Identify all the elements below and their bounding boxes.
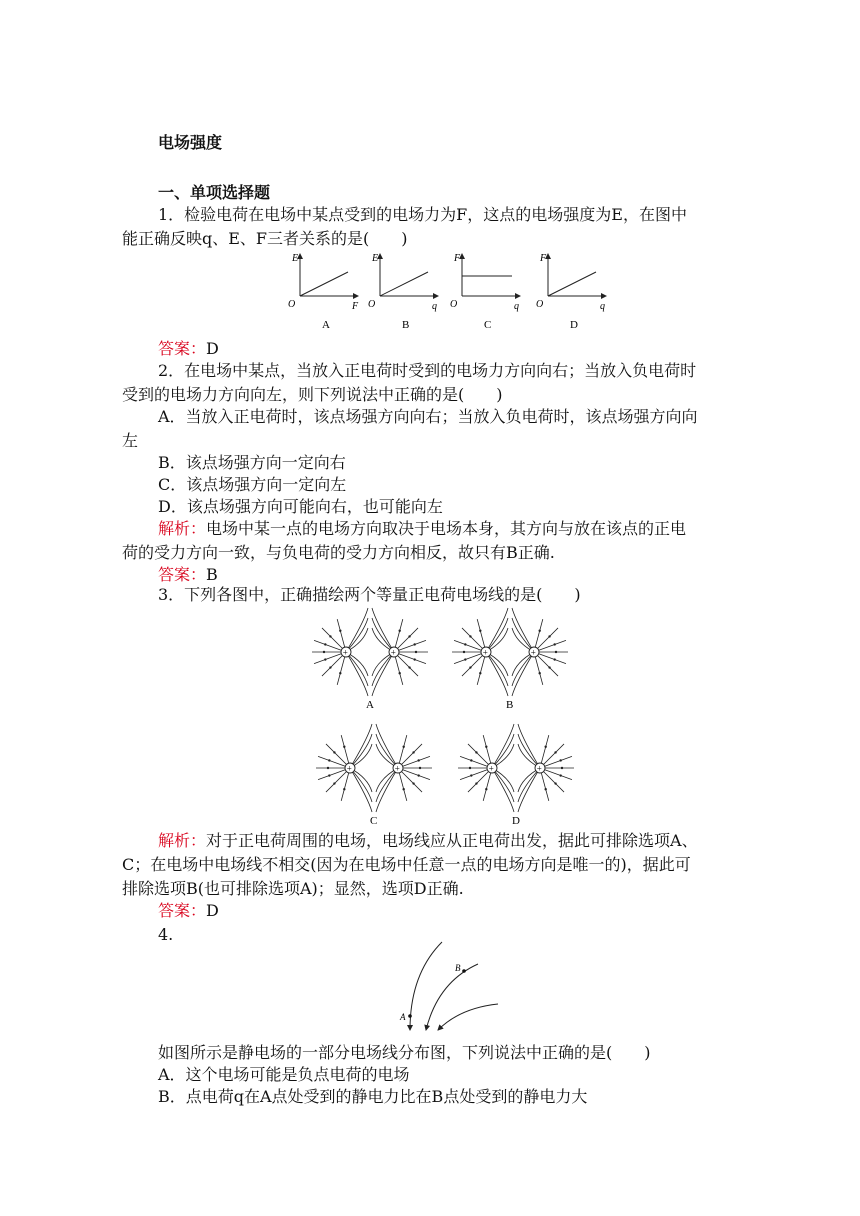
q3-explanation-line2: C；在电场中电场线不相交(因为在电场中任意一点的电场方向是唯一的)，据此可	[122, 855, 691, 874]
field-arrow	[408, 666, 410, 668]
field-arrow	[553, 658, 555, 660]
q2-option-d: D．该点场强方向可能向右，也可能向左	[158, 497, 443, 516]
field-arrow	[324, 643, 326, 645]
diagram-option-label: B	[506, 699, 514, 711]
graph-line	[380, 272, 428, 296]
field-arrow	[339, 630, 341, 632]
q4-option-a: A．这个电场可能是负点电荷的电场	[158, 1065, 410, 1084]
field-line	[346, 652, 368, 696]
field-arrow	[333, 782, 335, 784]
origin-label: O	[536, 299, 544, 310]
x-axis-label: q	[432, 301, 437, 312]
q2-option-b: B．该点场强方向一定向右	[158, 453, 346, 472]
field-arrow	[475, 782, 477, 784]
graph-line	[300, 272, 348, 296]
field-line	[492, 724, 514, 768]
answer-label: 答案：	[158, 565, 207, 584]
section-heading: 一、单项选择题	[158, 183, 271, 202]
charge-symbol: +	[536, 763, 542, 774]
field-arrow	[479, 630, 481, 632]
graph-option-label: A	[322, 319, 330, 331]
field-arrow	[402, 746, 404, 748]
diagram-option-label: A	[366, 699, 374, 711]
field-arrow	[470, 774, 472, 776]
x-axis-label: F	[352, 301, 359, 312]
field-line	[512, 608, 534, 652]
graph-option-label: D	[570, 319, 578, 331]
charge-symbol: +	[342, 647, 348, 658]
field-arrow	[554, 751, 556, 753]
q1-graphs-figure	[280, 248, 620, 338]
answer-value: D	[206, 339, 219, 358]
field-line	[372, 652, 394, 696]
field-line	[350, 724, 372, 768]
field-arrow	[412, 782, 414, 784]
field-arrow	[463, 651, 465, 653]
field-arrow	[339, 672, 341, 674]
field-line-3	[438, 1004, 498, 1030]
charge-symbol: +	[390, 647, 396, 658]
field-arrow	[408, 635, 410, 637]
explanation-text: 对于正电荷周围的电场，电场线应从正电荷出发，据此可排除选项A、	[206, 831, 698, 850]
q1-graph-group	[288, 253, 606, 331]
q3-field-lines-figure	[312, 606, 592, 832]
field-line	[376, 724, 398, 768]
field-arrow	[469, 767, 471, 769]
field-arrow	[538, 672, 540, 674]
graph-option-label: C	[484, 319, 492, 331]
field-line	[372, 608, 394, 652]
field-arrow	[470, 759, 472, 761]
q3-answer	[158, 900, 219, 922]
field-line	[376, 768, 398, 812]
field-arrow	[559, 774, 561, 776]
field-line	[518, 724, 540, 768]
q3-stem: 3．下列各图中，正确描绘两个等量正电荷电场线的是( )	[158, 585, 581, 604]
origin-label: O	[368, 299, 376, 310]
field-arrow	[328, 774, 330, 776]
q4-option-b: B．点电荷q在A点处受到的静电力比在B点处受到的静电力大	[158, 1087, 588, 1106]
field-arrow	[544, 746, 546, 748]
y-axis-label: E	[292, 253, 299, 264]
field-arrow	[417, 774, 419, 776]
field-arrow	[548, 666, 550, 668]
explanation-text: 电场中某一点的电场方向取决于电场本身，其方向与放在该点的正电	[206, 519, 687, 538]
field-arrow	[417, 759, 419, 761]
field-arrow	[343, 746, 345, 748]
field-arrow	[413, 658, 415, 660]
charge-symbol: +	[482, 647, 488, 658]
field-arrow	[464, 658, 466, 660]
field-arrow	[538, 630, 540, 632]
diagram-option-label: D	[512, 815, 520, 827]
field-arrow	[469, 666, 471, 668]
origin-label: O	[288, 299, 296, 310]
q2-option-a-line1: A．当放入正电荷时，该点场强方向向右；当放入负电荷时，该点场强方向向	[158, 407, 698, 426]
field-arrow	[464, 643, 466, 645]
field-arrow	[343, 788, 345, 790]
field-arrow	[324, 658, 326, 660]
point-b-label: B	[455, 963, 461, 973]
field-arrow	[485, 746, 487, 748]
x-axis-label: q	[514, 301, 519, 312]
answer-value: D	[206, 901, 219, 920]
graph-line	[548, 272, 596, 296]
q2-option-c: C．该点场强方向一定向左	[158, 475, 347, 494]
explanation-label: 解析：	[158, 519, 207, 538]
point-a-label: A	[400, 1012, 406, 1022]
field-arrow	[479, 672, 481, 674]
q3-explanation-line3: 排除选项B(也可排除选项A)；显然，选项D正确.	[122, 879, 464, 898]
field-arrow	[329, 666, 331, 668]
q4-stem: 如图所示是静电场的一部分电场线分布图，下列说法中正确的是( )	[158, 1043, 651, 1062]
field-arrow	[398, 672, 400, 674]
field-line	[518, 768, 540, 812]
field-arrow	[553, 643, 555, 645]
field-line	[512, 652, 534, 696]
charge-symbol: +	[394, 763, 400, 774]
field-line	[350, 768, 372, 812]
field-arrow	[323, 651, 325, 653]
q2-explanation-line2: 荷的受力方向一致，与负电荷的受力方向相反，故只有B正确.	[122, 543, 555, 562]
field-arrow	[475, 751, 477, 753]
page-title: 电场强度	[158, 133, 223, 152]
q4-field-figure	[392, 938, 504, 1034]
field-arrow	[548, 635, 550, 637]
field-arrow	[402, 788, 404, 790]
charge-symbol: +	[346, 763, 352, 774]
field-arrow	[328, 759, 330, 761]
field-arrow	[333, 751, 335, 753]
point-a-dot	[408, 1014, 412, 1018]
field-line-1	[410, 942, 442, 1030]
q2-answer	[158, 564, 218, 586]
field-arrow	[415, 651, 417, 653]
field-arrow	[544, 788, 546, 790]
answer-label: 答案：	[158, 901, 207, 920]
q2-stem-line2: 受到的电场力方向向左，则下列说法中正确的是( )	[122, 385, 503, 404]
q1-stem-line2: 能正确反映q、E、F三者关系的是( )	[122, 229, 408, 248]
origin-label: O	[450, 299, 458, 310]
field-arrow	[469, 635, 471, 637]
field-arrow	[485, 788, 487, 790]
y-axis-label: E	[372, 253, 379, 264]
y-axis-label: F	[454, 253, 461, 264]
field-arrow	[419, 767, 421, 769]
field-arrow	[559, 759, 561, 761]
q2-stem-line1: 2．在电场中某点，当放入正电荷时受到的电场力方向向右；当放入负电荷时	[158, 361, 697, 380]
x-axis-label: q	[600, 301, 605, 312]
field-arrow	[327, 767, 329, 769]
q1-answer	[158, 338, 219, 360]
field-arrow	[561, 767, 563, 769]
q3-explanation-line1	[158, 830, 698, 852]
field-arrow	[413, 643, 415, 645]
field-line	[492, 768, 514, 812]
field-arrow	[412, 751, 414, 753]
q1-stem-line1: 1．检验电荷在电场中某点受到的电场力为F，这点的电场强度为E，在图中	[158, 205, 687, 224]
y-axis-label: F	[540, 253, 547, 264]
diagram-option-label: C	[370, 815, 378, 827]
field-arrow	[329, 635, 331, 637]
point-b-dot	[462, 969, 466, 973]
field-line	[486, 652, 508, 696]
q3-diagram-group	[312, 608, 574, 827]
field-line-2	[426, 964, 478, 1030]
explanation-label: 解析：	[158, 831, 207, 850]
field-arrow	[398, 630, 400, 632]
q2-explanation-line1	[158, 518, 686, 540]
q2-option-a-line2: 左	[122, 431, 139, 450]
field-arrow	[555, 651, 557, 653]
answer-label: 答案：	[158, 339, 207, 358]
field-arrow	[554, 782, 556, 784]
graph-option-label: B	[402, 319, 410, 331]
charge-symbol: +	[530, 647, 536, 658]
charge-symbol: +	[488, 763, 494, 774]
answer-value: B	[206, 565, 218, 584]
q4-number: 4.	[158, 925, 174, 944]
field-line	[486, 608, 508, 652]
field-line	[346, 608, 368, 652]
